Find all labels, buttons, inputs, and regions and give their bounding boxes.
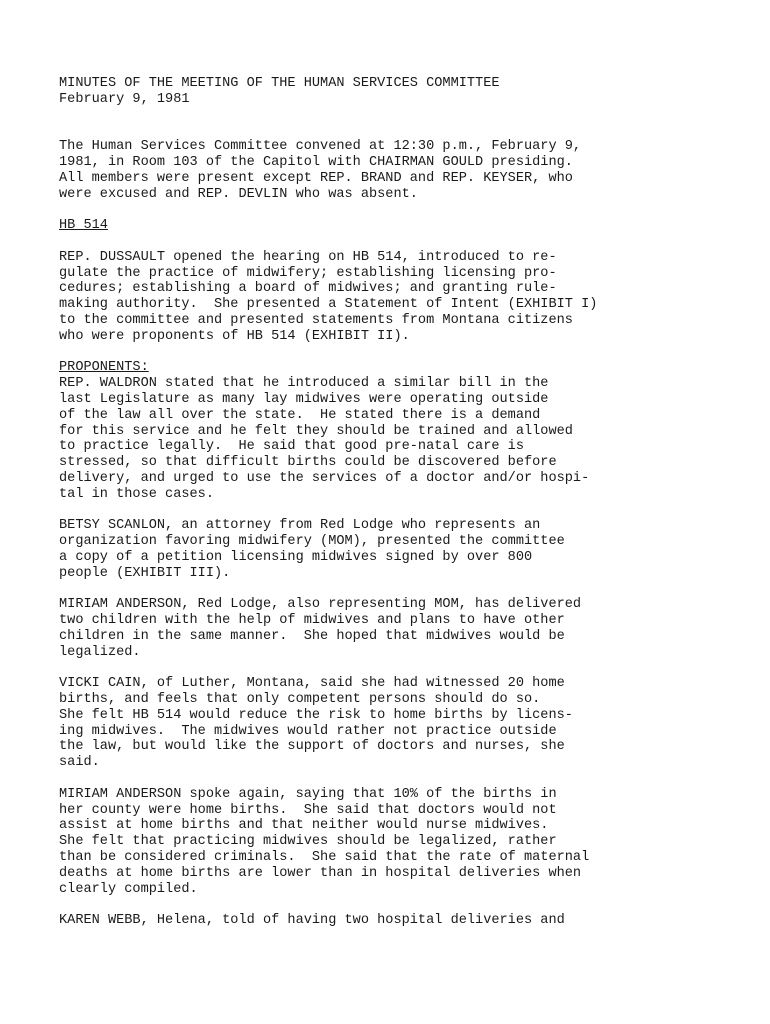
scanlon-line: a copy of a petition licensing midwives signed by over 800 — [59, 549, 533, 565]
intro-paragraph — [59, 139, 739, 202]
cain-line: the law, but would like the support of doctors and nurses, she — [59, 739, 565, 755]
bill-intro-line: to the committee and presented statements from Montana citizens — [59, 312, 573, 328]
anderson-paragraph-2 — [59, 787, 739, 898]
cain-line: said. — [59, 755, 100, 771]
bill-intro-line: who were proponents of HB 514 (EXHIBIT II). — [59, 328, 410, 344]
anderson-paragraph-1 — [59, 597, 739, 660]
bill-intro-line: cedures; establishing a board of midwives; and granting rule- — [59, 281, 557, 297]
intro-line: The Human Services Committee convened at 12:30 p.m., February 9, — [59, 139, 582, 155]
waldron-line: stressed, so that difficult births could be discovered before — [59, 455, 557, 471]
waldron-line: tal in those cases. — [59, 486, 214, 502]
cain-line: births, and feels that only competent persons should do so. — [59, 692, 541, 708]
scanlon-line: organization favoring midwifery (MOM), presented the committee — [59, 534, 565, 550]
anderson-line: deaths at home births are lower than in hospital deliveries when — [59, 865, 582, 881]
waldron-line: for this service and he felt they should be trained and allowed — [59, 423, 573, 439]
bill-intro-line: REP. DUSSAULT opened the hearing on HB 514, introduced to re- — [59, 249, 557, 265]
cain-line: She felt HB 514 would reduce the risk to home births by licens- — [59, 707, 573, 723]
waldron-line: of the law all over the state. He stated there is a demand — [59, 407, 541, 423]
webb-paragraph — [59, 913, 739, 929]
anderson-line: children in the same manner. She hoped that midwives would be — [59, 628, 565, 644]
anderson-line: MIRIAM ANDERSON spoke again, saying that 10% of the births in — [59, 786, 557, 802]
meeting-date: February 9, 1981 — [59, 91, 190, 107]
bill-intro-line: gulate the practice of midwifery; establishing licensing pro- — [59, 265, 557, 281]
minutes-page — [59, 76, 739, 929]
document-title: MINUTES OF THE MEETING OF THE HUMAN SERVICES COMMITTEE — [59, 76, 500, 91]
anderson-line: MIRIAM ANDERSON, Red Lodge, also representing MOM, has delivered — [59, 597, 582, 613]
waldron-paragraph — [59, 376, 739, 502]
anderson-line: than be considered criminals. She said that the rate of maternal — [59, 850, 590, 866]
bill-heading: HB 514 — [59, 218, 108, 234]
cain-line: ing midwives. The midwives would rather not practice outside — [59, 723, 557, 739]
cain-paragraph — [59, 676, 739, 771]
waldron-line: last Legislature as many lay midwives were operating outside — [59, 391, 549, 407]
waldron-line: REP. WALDRON stated that he introduced a similar bill in the — [59, 376, 549, 392]
proponents-heading: PROPONENTS: — [59, 360, 149, 376]
anderson-line: her county were home births. She said that doctors would not — [59, 802, 557, 818]
intro-line: All members were present except REP. BRAND and REP. KEYSER, who — [59, 170, 573, 186]
scanlon-paragraph — [59, 518, 739, 581]
webb-line: KAREN WEBB, Helena, told of having two hospital deliveries and — [59, 913, 565, 929]
scanlon-line: BETSY SCANLON, an attorney from Red Lodge who represents an — [59, 518, 541, 534]
intro-line: 1981, in Room 103 of the Capitol with CHAIRMAN GOULD presiding. — [59, 154, 573, 170]
waldron-line: to practice legally. He said that good pre-natal care is — [59, 439, 524, 455]
intro-line: were excused and REP. DEVLIN who was absent. — [59, 186, 418, 202]
anderson-line: assist at home births and that neither would nurse midwives. — [59, 818, 549, 834]
cain-line: VICKI CAIN, of Luther, Montana, said she had witnessed 20 home — [59, 676, 565, 692]
scanlon-line: people (EXHIBIT III). — [59, 565, 231, 581]
anderson-line: clearly compiled. — [59, 881, 198, 897]
waldron-line: delivery, and urged to use the services of a doctor and/or hospi- — [59, 470, 590, 486]
anderson-line: two children with the help of midwives and plans to have other — [59, 613, 565, 629]
bill-intro-line: making authority. She presented a Statement of Intent (EXHIBIT I) — [59, 297, 598, 313]
bill-intro-paragraph — [59, 250, 739, 345]
anderson-line: She felt that practicing midwives should be legalized, rather — [59, 834, 557, 850]
anderson-line: legalized. — [59, 644, 141, 660]
